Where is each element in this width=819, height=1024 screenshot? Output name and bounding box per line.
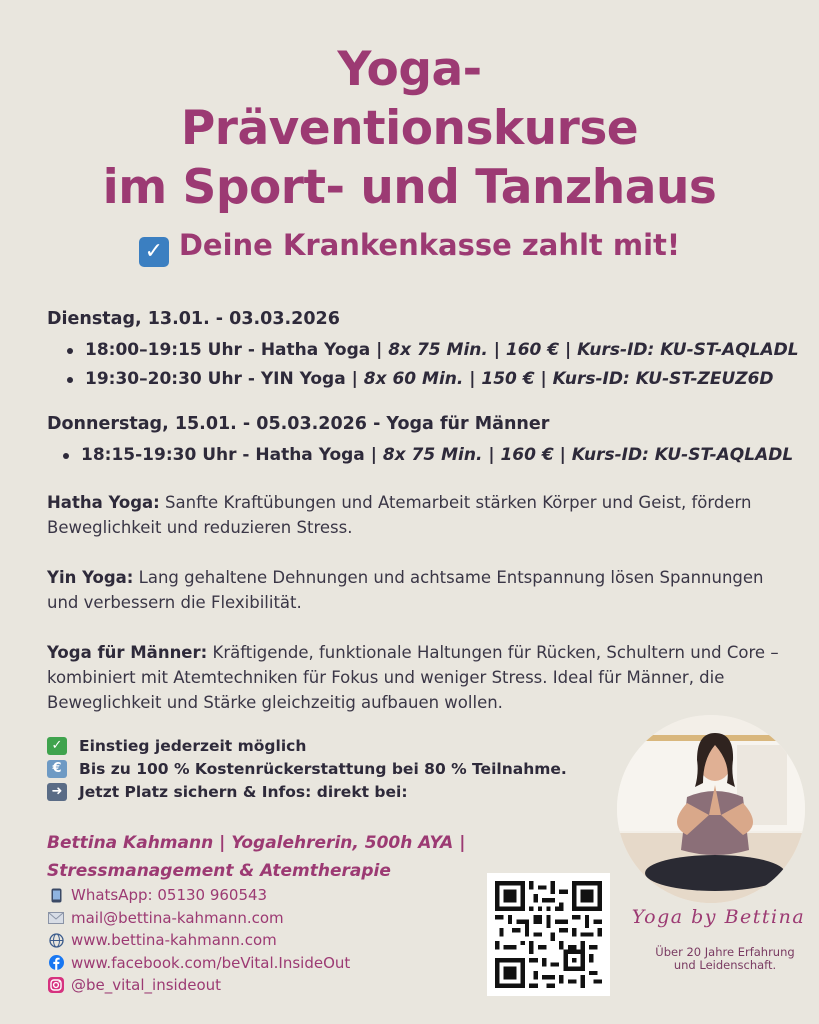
teacher-line-1: Bettina Kahmann | Yogalehrerin, 500h AYA | — [47, 833, 466, 853]
tagline-line-2: und Leidenschaft. — [673, 958, 777, 972]
contact-list — [47, 884, 467, 997]
session-main: 18:15-19:30 Uhr - Hatha Yoga | — [81, 445, 383, 465]
description-hatha — [47, 490, 787, 540]
subtitle — [0, 228, 819, 267]
contact-instagram[interactable] — [47, 974, 467, 997]
teacher-line-2: Stressmanagement & Atemtherapie — [47, 861, 391, 881]
session-main: 18:00–19:15 Uhr - Hatha Yoga | — [85, 340, 389, 360]
contact-email[interactable] — [47, 907, 467, 930]
session-item — [65, 336, 799, 365]
day-heading: Dienstag, 13.01. - 03.03.2026 — [47, 309, 340, 329]
check-box-icon: ✓ — [139, 237, 169, 267]
description-men — [47, 640, 787, 715]
description-label: Hatha Yoga: — [47, 493, 160, 512]
contact-text: mail@bettina-kahmann.com — [71, 908, 284, 927]
perk-item — [47, 734, 607, 757]
session-details: 8x 75 Min. | 160 € | Kurs-ID: KU-ST-AQLADL — [388, 340, 799, 360]
perk-text: Bis zu 100 % Kostenrückerstattung bei 80 % Teilnahme. — [79, 759, 567, 778]
brand-signature: Yoga by Bettina — [631, 906, 806, 928]
session-list — [65, 336, 799, 394]
globe-icon — [47, 932, 65, 948]
check-mark-icon: ✓ — [47, 737, 67, 755]
mobile-phone-icon — [47, 887, 65, 903]
contact-whatsapp[interactable] — [47, 884, 467, 907]
instructor-photo — [617, 715, 805, 903]
session-details: 8x 60 Min. | 150 € | Kurs-ID: KU-ST-ZEUZ6D — [363, 369, 774, 389]
session-item — [61, 441, 794, 470]
schedule-tuesday — [47, 309, 799, 394]
instagram-icon — [47, 977, 65, 993]
contact-text: www.facebook.com/beVital.InsideOut — [71, 953, 351, 972]
tagline-line-1: Über 20 Jahre Erfahrung — [655, 945, 795, 959]
description-label: Yin Yoga: — [47, 568, 134, 587]
session-main: 19:30–20:30 Uhr - YIN Yoga | — [85, 369, 364, 389]
session-list — [61, 441, 794, 470]
facebook-icon — [47, 955, 65, 971]
perk-list — [47, 734, 607, 803]
description-yin — [47, 565, 787, 615]
contact-text: www.bettina-kahmann.com — [71, 931, 277, 950]
title-line-3: im Sport- und Tanzhaus — [102, 160, 717, 215]
contact-text: @be_vital_insideout — [71, 976, 222, 995]
session-item — [65, 365, 787, 394]
description-label: Yoga für Männer: — [47, 643, 208, 662]
contact-facebook[interactable] — [47, 952, 467, 975]
contact-website[interactable] — [47, 929, 467, 952]
session-details: 8x 75 Min. | 160 € | Kurs-ID: KU-ST-AQLADL — [382, 445, 794, 465]
money-icon: € — [47, 760, 67, 778]
title-line-1: Yoga- — [337, 42, 482, 97]
title-line-2: Präventionskurse — [180, 101, 639, 156]
perk-text: Einstieg jederzeit möglich — [79, 736, 307, 755]
subtitle-text: Deine Krankenkasse zahlt mit! — [178, 228, 681, 262]
description-text: Kräftigende, funktionale Haltungen für Rücken, Schultern und Core – kombiniert mit Atemtechniken für Fokus und weniger Stress. Ideal für Männer, die Beweglichkeit und Stärke gleichzeitig aufbauen wollen. — [47, 643, 779, 712]
perk-item — [47, 780, 607, 803]
description-text: Sanfte Kraftübungen und Atemarbeit stärken Körper und Geist, fördern Beweglichkeit und reduzieren Stress. — [47, 493, 752, 537]
envelope-icon — [47, 910, 65, 926]
schedule-thursday — [47, 414, 794, 470]
perk-text: Jetzt Platz sichern & Infos: direkt bei: — [79, 782, 408, 801]
teacher-credentials — [47, 829, 517, 885]
page-title — [0, 40, 819, 217]
qr-code[interactable] — [487, 873, 610, 996]
perk-item — [47, 757, 607, 780]
phone-arrow-icon: ➜ — [47, 783, 67, 801]
contact-text: WhatsApp: 05130 960543 — [71, 886, 268, 905]
description-text: Lang gehaltene Dehnungen und achtsame Entspannung lösen Spannungen und verbessern die Flexibilität. — [47, 568, 764, 612]
tagline — [640, 946, 810, 972]
day-heading: Donnerstag, 15.01. - 05.03.2026 - Yoga für Männer — [47, 414, 550, 434]
